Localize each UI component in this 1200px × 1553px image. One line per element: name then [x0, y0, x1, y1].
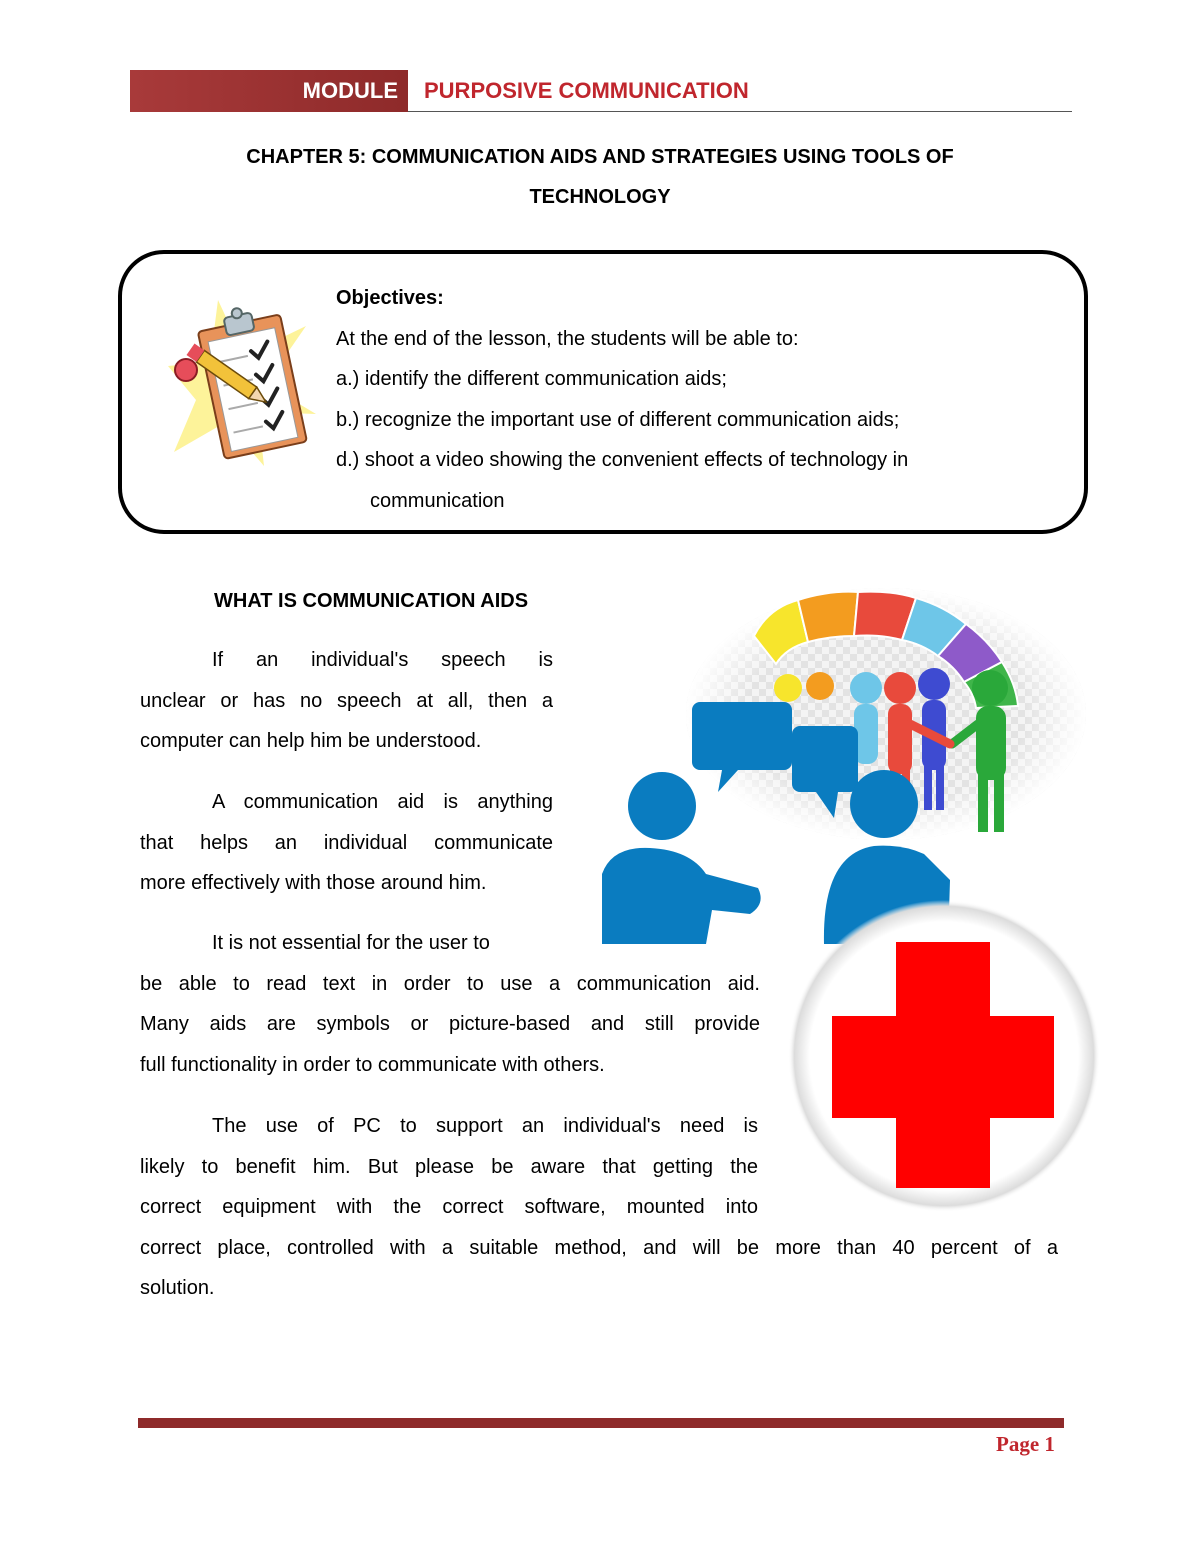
chapter-title-line-1: CHAPTER 5: COMMUNICATION AIDS AND STRATEGIES USING TOOLS OF: [246, 146, 954, 168]
text-line: If an individual's speech is: [212, 649, 553, 671]
text-line: computer can help him be understood.: [140, 730, 482, 753]
objective-item: b.) recognize the important use of different communication aids;: [336, 408, 900, 431]
objectives-text: [336, 278, 1036, 522]
page-number: Page 1: [996, 1432, 1055, 1456]
text-line: full functionality in order to communicate with others.: [140, 1053, 605, 1076]
text-line: correct equipment with the correct software, mounted into: [140, 1196, 758, 1219]
paragraph-2: [140, 782, 553, 904]
paragraph-1: [140, 640, 553, 762]
chapter-title: [140, 137, 1060, 217]
text-line: unclear or has no speech at all, then a: [140, 689, 553, 712]
objectives-heading: Objectives:: [336, 287, 444, 309]
module-title: PURPOSIVE COMMUNICATION: [424, 78, 749, 103]
objectives-intro: At the end of the lesson, the students will be able to:: [336, 327, 799, 350]
text-line: The use of PC to support an individual's need is: [212, 1115, 758, 1137]
text-line: solution.: [140, 1277, 215, 1300]
people-communication-illustration: [598, 584, 1086, 944]
text-line: A communication aid is anything: [212, 791, 553, 813]
text-line: that helps an individual communicate: [140, 831, 553, 854]
clipboard-checklist-icon: [166, 296, 316, 468]
text-line: It is not essential for the user to: [212, 932, 490, 954]
objective-item: d.) shoot a video showing the convenient effects of technology in: [336, 449, 909, 472]
text-line: more effectively with those around him.: [140, 872, 487, 895]
objective-item: a.) identify the different communication aids;: [336, 368, 727, 391]
section-title: WHAT IS COMMUNICATION AIDS: [214, 590, 529, 612]
paragraph-3: [140, 923, 760, 1085]
text-line: be able to read text in order to use a communication aid.: [140, 972, 760, 995]
header-divider: [408, 111, 1072, 112]
text-line: Many aids are symbols or picture-based and still provide: [140, 1013, 760, 1036]
module-label: MODULE: [130, 70, 408, 112]
footer-divider: [138, 1418, 1064, 1428]
paragraph-4: [140, 1106, 1058, 1309]
objective-item: communication: [370, 489, 505, 512]
chapter-title-line-2: TECHNOLOGY: [529, 186, 671, 208]
text-line: correct place, controlled with a suitable method, and will be more than 40 percent of a: [140, 1236, 1058, 1259]
text-line: likely to benefit him. But please be aware that getting the: [140, 1155, 758, 1178]
